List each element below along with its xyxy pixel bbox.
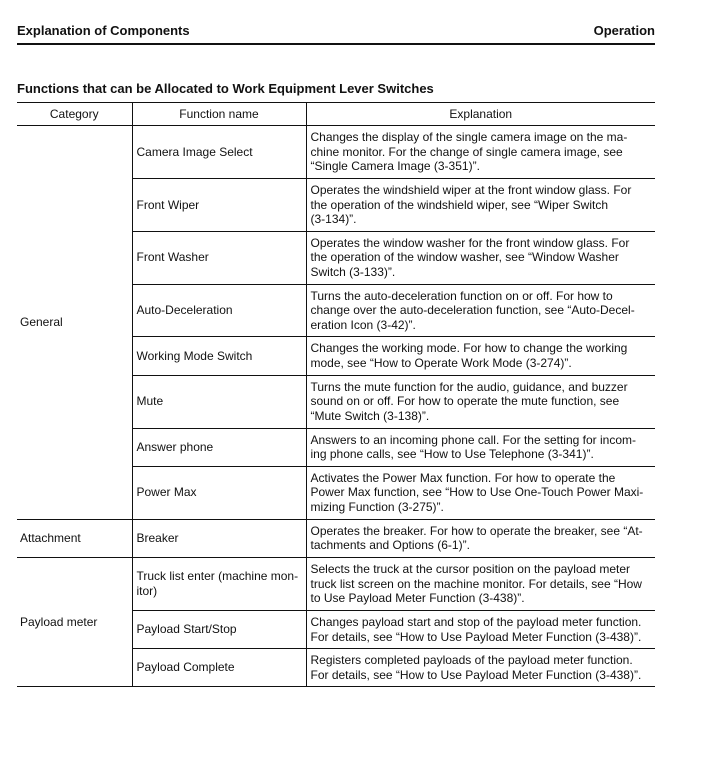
table-header-row [17,103,655,126]
category-cell: Attachment [17,519,132,557]
header-chapter-title: Operation [593,23,655,38]
function-name-cell: Truck list enter (machine mon- itor) [132,557,306,610]
page-header [17,22,655,45]
column-header-category: Category [17,103,132,126]
column-header-function-name: Function name [132,103,306,126]
category-cell: Payload meter [17,557,132,686]
table-body [17,126,655,687]
table-row [17,557,655,610]
column-header-explanation: Explanation [306,103,655,126]
explanation-cell: Activates the Power Max function. For how to operate the Power Max function, see “How to Use One-Touch Power Maxi- mizing Function (3-275)”. [306,466,655,519]
explanation-cell: Selects the truck at the cursor position on the payload meter truck list screen on the machine monitor. For details, see “How to Use Payload Meter Function (3-438)”. [306,557,655,610]
section-title: Functions that can be Allocated to Work Equipment Lever Switches [17,81,434,96]
function-name-cell: Front Washer [132,231,306,284]
function-name-cell: Auto-Deceleration [132,284,306,337]
explanation-cell: Registers completed payloads of the payload meter function. For details, see “How to Use Payload Meter Function (3-438)”. [306,649,655,687]
table-row [17,126,655,179]
explanation-cell: Operates the breaker. For how to operate the breaker, see “At- tachments and Options (6-1)”. [306,519,655,557]
explanation-cell: Turns the auto-deceleration function on or off. For how to change over the auto-deceleration function, see “Auto-Decel- eration Icon (3-42)”. [306,284,655,337]
functions-table [17,102,655,687]
function-name-cell: Mute [132,375,306,428]
explanation-cell: Turns the mute function for the audio, guidance, and buzzer sound on or off. For how to operate the mute function, see “Mute Switch (3-138)”. [306,375,655,428]
header-section-title: Explanation of Components [17,23,190,38]
explanation-cell: Operates the windshield wiper at the front window glass. For the operation of the windshield wiper, see “Wiper Switch (3-134)”. [306,179,655,232]
explanation-cell: Operates the window washer for the front window glass. For the operation of the window washer, see “Window Washer Switch (3-133)”. [306,231,655,284]
function-name-cell: Breaker [132,519,306,557]
function-name-cell: Camera Image Select [132,126,306,179]
function-name-cell: Front Wiper [132,179,306,232]
table-row [17,519,655,557]
function-name-cell: Answer phone [132,428,306,466]
explanation-cell: Changes the working mode. For how to change the working mode, see “How to Operate Work Mode (3-274)”. [306,337,655,375]
explanation-cell: Changes payload start and stop of the payload meter function. For details, see “How to Use Payload Meter Function (3-438)”. [306,610,655,648]
function-name-cell: Power Max [132,466,306,519]
category-cell: General [17,126,132,520]
function-name-cell: Payload Complete [132,649,306,687]
explanation-cell: Changes the display of the single camera image on the ma- chine monitor. For the change of single camera image, see “Single Camera Image (3-351)”. [306,126,655,179]
function-name-cell: Payload Start/Stop [132,610,306,648]
function-name-cell: Working Mode Switch [132,337,306,375]
explanation-cell: Answers to an incoming phone call. For the setting for incom- ing phone calls, see “How to Use Telephone (3-341)”. [306,428,655,466]
